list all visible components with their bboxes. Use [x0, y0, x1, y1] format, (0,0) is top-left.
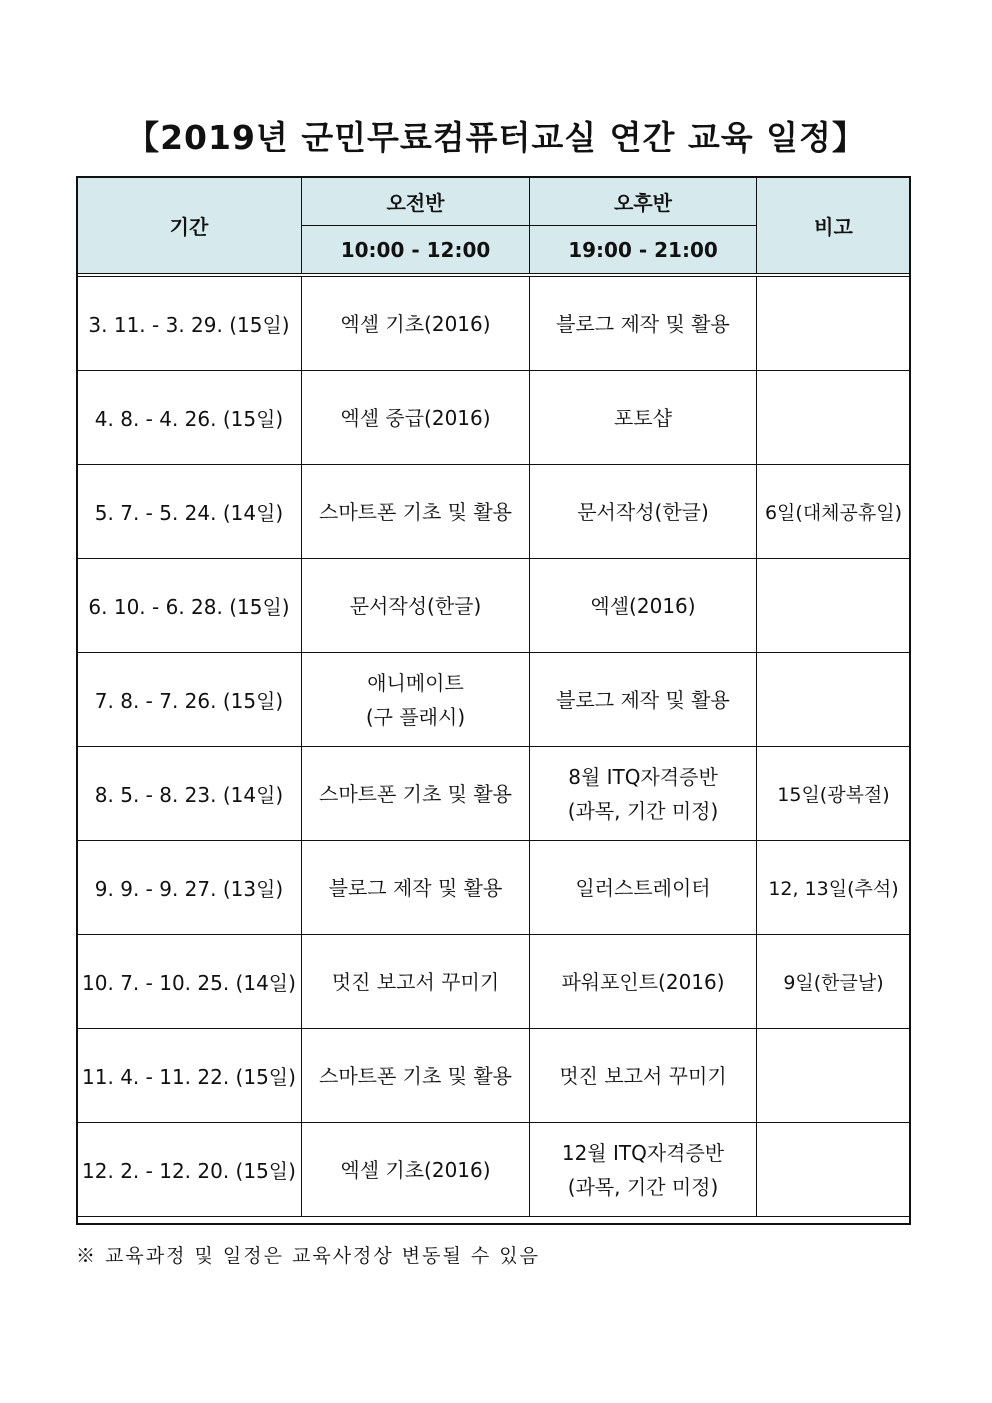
- cell-afternoon: [530, 465, 757, 559]
- cell-period: 9. 9. - 9. 27. (13일): [77, 841, 302, 935]
- cell-afternoon-line: (과목, 기간 미정): [567, 798, 719, 823]
- cell-note: [757, 1123, 911, 1217]
- cell-note: 6일(대체공휴일): [757, 465, 911, 559]
- cell-afternoon: [530, 935, 757, 1029]
- footnote: ※ 교육과정 및 일정은 교육사정상 변동될 수 있음: [76, 1245, 541, 1267]
- header-period: 기간: [77, 177, 302, 276]
- table-body: [77, 275, 911, 1217]
- cell-afternoon-line: 파워포인트(2016): [561, 969, 725, 994]
- cell-note: [757, 275, 911, 371]
- cell-morning: [302, 841, 530, 935]
- cell-morning: [302, 559, 530, 653]
- cell-period: 4. 8. - 4. 26. (15일): [77, 371, 302, 465]
- header-morning: 오전반: [302, 177, 530, 226]
- cell-morning: [302, 747, 530, 841]
- cell-morning: [302, 371, 530, 465]
- cell-morning-line: 엑셀 중급(2016): [340, 405, 491, 430]
- table-row: [77, 371, 911, 465]
- cell-morning: [302, 935, 530, 1029]
- page-title: 【2019년 군민무료컴퓨터교실 연간 교육 일정】: [126, 118, 866, 157]
- cell-afternoon-line: (과목, 기간 미정): [567, 1174, 719, 1199]
- cell-note: [757, 653, 911, 747]
- cell-afternoon-line: 일러스트레이터: [575, 875, 711, 900]
- table-row: [77, 1029, 911, 1123]
- cell-morning-line: 멋진 보고서 꾸미기: [331, 969, 500, 994]
- cell-period: 8. 5. - 8. 23. (14일): [77, 747, 302, 841]
- cell-period: 6. 10. - 6. 28. (15일): [77, 559, 302, 653]
- cell-afternoon: [530, 371, 757, 465]
- cell-afternoon-line: 블로그 제작 및 활용: [556, 311, 730, 336]
- table-row: [77, 465, 911, 559]
- cell-period: 10. 7. - 10. 25. (14일): [77, 935, 302, 1029]
- header-morning-time: 10:00 - 12:00: [302, 226, 530, 276]
- cell-afternoon: [530, 1029, 757, 1123]
- table-row: [77, 1123, 911, 1217]
- cell-morning-line: 문서작성(한글): [349, 593, 482, 618]
- table-header: [77, 177, 911, 276]
- header-afternoon-time: 19:00 - 21:00: [530, 226, 757, 276]
- cell-afternoon: [530, 747, 757, 841]
- header-afternoon: 오후반: [530, 177, 757, 226]
- cell-morning-line: 스마트폰 기초 및 활용: [319, 499, 512, 524]
- cell-morning-line: 엑셀 기초(2016): [340, 1157, 491, 1182]
- cell-afternoon: [530, 841, 757, 935]
- cell-period: 7. 8. - 7. 26. (15일): [77, 653, 302, 747]
- cell-morning-line: 애니메이트: [367, 670, 464, 695]
- cell-afternoon: [530, 653, 757, 747]
- cell-morning-line: 스마트폰 기초 및 활용: [319, 781, 512, 806]
- cell-note: [757, 371, 911, 465]
- cell-note: 12, 13일(추석): [757, 841, 911, 935]
- cell-morning: [302, 1123, 530, 1217]
- cell-morning: [302, 275, 530, 371]
- cell-period: 11. 4. - 11. 22. (15일): [77, 1029, 302, 1123]
- table-row: [77, 275, 911, 371]
- cell-afternoon-line: 블로그 제작 및 활용: [556, 687, 730, 712]
- cell-afternoon-line: 문서작성(한글): [577, 499, 709, 524]
- cell-morning-line: 블로그 제작 및 활용: [328, 875, 503, 900]
- cell-afternoon: [530, 275, 757, 371]
- table-row: [77, 559, 911, 653]
- cell-afternoon-line: 12월 ITQ자격증반: [561, 1140, 725, 1165]
- cell-note: [757, 1029, 911, 1123]
- cell-afternoon: [530, 1123, 757, 1217]
- cell-morning-line: 엑셀 기초(2016): [340, 311, 491, 336]
- cell-morning: [302, 1029, 530, 1123]
- cell-period: 5. 7. - 5. 24. (14일): [77, 465, 302, 559]
- cell-afternoon-line: 엑셀(2016): [590, 593, 696, 618]
- cell-period: 3. 11. - 3. 29. (15일): [77, 275, 302, 371]
- table-row: [77, 935, 911, 1029]
- cell-note: [757, 559, 911, 653]
- table-row: [77, 841, 911, 935]
- cell-note: 15일(광복절): [757, 747, 911, 841]
- cell-period: 12. 2. - 12. 20. (15일): [77, 1123, 302, 1217]
- cell-morning-line: 스마트폰 기초 및 활용: [319, 1063, 512, 1088]
- cell-note: 9일(한글날): [757, 935, 911, 1029]
- cell-morning: [302, 465, 530, 559]
- cell-afternoon-line: 멋진 보고서 꾸미기: [559, 1063, 727, 1088]
- cell-afternoon: [530, 559, 757, 653]
- header-note: 비고: [757, 177, 911, 276]
- table-row: [77, 653, 911, 747]
- schedule-table: [76, 176, 911, 1217]
- cell-morning: [302, 653, 530, 747]
- cell-morning-line: (구 플래시): [365, 704, 466, 729]
- cell-afternoon-line: 8월 ITQ자격증반: [568, 764, 718, 789]
- table-row: [77, 747, 911, 841]
- cell-afternoon-line: 포토샵: [614, 405, 672, 430]
